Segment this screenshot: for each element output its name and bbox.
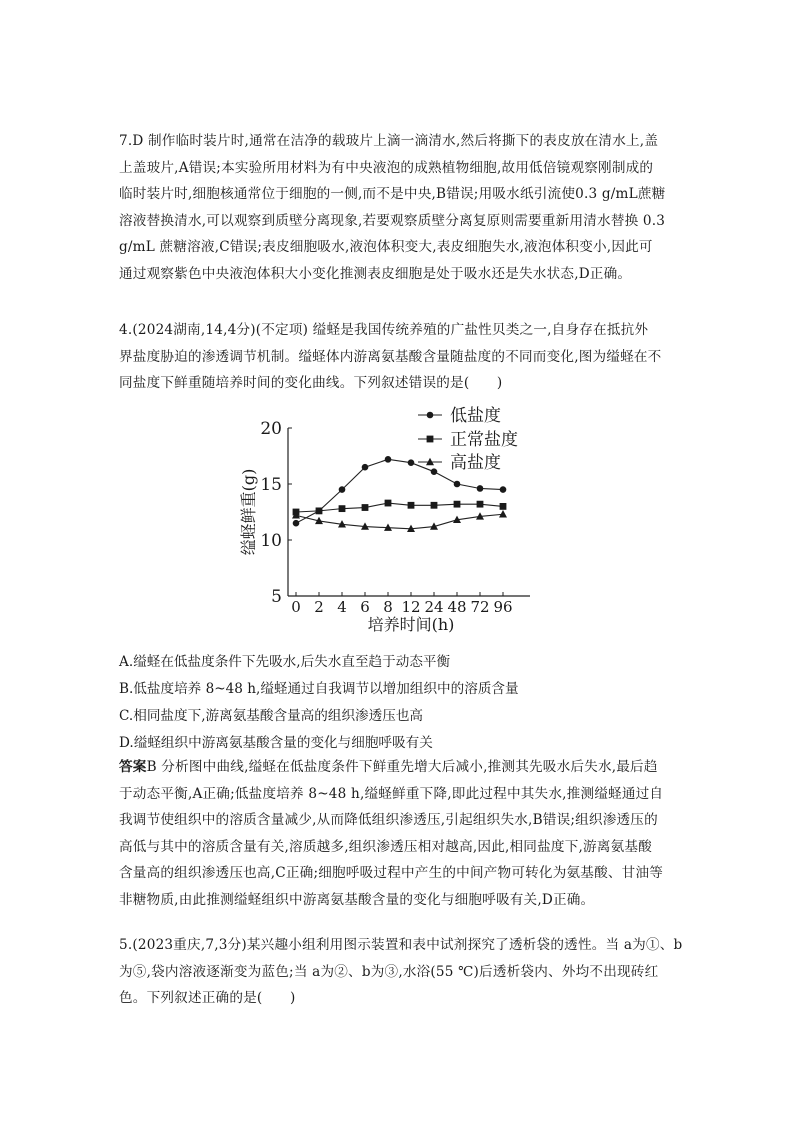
q4-stem-line: 界盐度胁迫的渗透调节机制。缢蛏体内游离氨基酸含量随盐度的不同而变化,图为缢蛏在不 bbox=[119, 348, 662, 365]
answer-line: 含量高的组织渗透压也高,C正确;细胞呼吸过程中产生的中间产物可转化为氨基酸、甘油等 bbox=[119, 865, 664, 881]
option-b: B.低盐度培养 8~48 h,缢蛏通过自我调节以增加组织中的溶质含量 bbox=[119, 681, 519, 697]
q7-line: 溶液替换清水,可以观察到质壁分离现象,若要观察质壁分离复原则需要重新用清水替换 0.3 bbox=[119, 212, 666, 229]
data-point-square bbox=[362, 504, 369, 511]
data-point-square bbox=[316, 507, 323, 514]
q5-stem-line: 色。下列叙述正确的是( ) bbox=[119, 990, 296, 1006]
data-point-circle bbox=[339, 486, 346, 493]
x-tick-label: 48 bbox=[447, 598, 467, 616]
x-tick-label: 24 bbox=[424, 598, 444, 616]
legend-label: 正常盐度 bbox=[450, 430, 518, 450]
y-tick-label: 20 bbox=[260, 419, 282, 439]
q7-line: 通过观察紫色中央液泡体积大小变化推测表皮细胞是处于吸水还是失水状态,D正确。 bbox=[119, 265, 632, 282]
series-line-square bbox=[296, 503, 503, 512]
answer-line: 高低与其中的溶质含量有关,溶质越多,组织渗透压相对越高,因此,相同盐度下,游离氨基酸 bbox=[119, 838, 652, 855]
chart-svg bbox=[230, 398, 570, 643]
data-point-square bbox=[500, 503, 507, 510]
data-point-circle bbox=[431, 468, 438, 475]
legend-marker bbox=[427, 436, 434, 443]
x-tick-label: 12 bbox=[401, 598, 421, 616]
answer-line: 我调节使组织中的溶质含量减少,从而降低组织渗透压,引起组织失水,B错误;组织渗透压的 bbox=[119, 812, 658, 828]
option-d: D.缢蛏组织中游离氨基酸含量的变化与细胞呼吸有关 bbox=[119, 735, 433, 751]
data-point-circle bbox=[385, 456, 392, 463]
q7-line: 7.D 制作临时装片时,通常在洁净的载玻片上滴一滴清水,然后将撕下的表皮放在清水上,盖 bbox=[119, 133, 659, 149]
x-tick-label: 72 bbox=[470, 598, 490, 616]
data-point-circle bbox=[408, 459, 415, 466]
y-tick-label: 15 bbox=[260, 475, 282, 495]
x-tick-label: 96 bbox=[493, 598, 513, 616]
x-tick-label: 8 bbox=[383, 598, 393, 616]
series-line-triangle bbox=[296, 514, 503, 529]
legend-marker bbox=[427, 412, 434, 419]
y-axis-label: 缢蛏鲜重(g) bbox=[239, 468, 258, 556]
q7-explanation bbox=[119, 128, 679, 287]
data-point-circle bbox=[477, 485, 484, 492]
option-c: C.相同盐度下,游离氨基酸含量高的组织渗透压也高 bbox=[119, 708, 424, 724]
legend-label: 高盐度 bbox=[450, 453, 501, 473]
data-point-circle bbox=[500, 486, 507, 493]
answer-line: 非糖物质,由此推测缢蛏组织中游离氨基酸含量的变化与细胞呼吸有关,D正确。 bbox=[119, 891, 595, 908]
answer-label: 答案 bbox=[119, 759, 147, 775]
data-point-square bbox=[431, 502, 438, 509]
q5-stem-line: 为⑤,袋内溶液逐渐变为蓝色;当 a为②、b为③,水浴(55 ℃)后透析袋内、外均不出现砖红 bbox=[119, 963, 659, 980]
salinity-weight-chart bbox=[230, 398, 570, 643]
q7-line: 临时装片时,细胞核通常位于细胞的一侧,而不是中央,B错误;用吸水纸引流使0.3 g/mL蔗糖 bbox=[119, 186, 666, 202]
q4-stem-line: 同盐度下鲜重随培养时间的变化曲线。下列叙述错误的是( ) bbox=[119, 375, 503, 391]
q7-line: 上盖玻片,A错误;本实验所用材料为有中央液泡的成熟植物细胞,故用低倍镜观察刚制成的 bbox=[119, 159, 654, 176]
data-point-circle bbox=[362, 464, 369, 471]
y-tick-label: 10 bbox=[260, 531, 282, 551]
data-point-circle bbox=[454, 481, 461, 488]
x-tick-label: 4 bbox=[337, 598, 347, 616]
q4-stem-line: 4.(2024湖南,14,4分)(不定项) 缢蛏是我国传统养殖的广盐性贝类之一,自身存在抵抗外 bbox=[119, 322, 649, 338]
q5-stem bbox=[119, 932, 683, 1012]
answer-line: 于动态平衡,A正确;低盐度培养 8~48 h,缢蛏鲜重下降,即此过程中其失水,推测缢蛏通过自 bbox=[119, 785, 664, 802]
x-axis-label: 培养时间(h) bbox=[367, 615, 455, 634]
y-tick-label: 5 bbox=[271, 587, 282, 607]
data-point-square bbox=[385, 500, 392, 507]
data-point-square bbox=[477, 501, 484, 508]
answer-line: B 分析图中曲线,缢蛏在低盐度条件下鲜重先增大后减小,推测其先吸水后失水,最后趋 bbox=[146, 759, 658, 775]
legend-label: 低盐度 bbox=[450, 406, 501, 426]
q4-answer bbox=[119, 754, 679, 913]
data-point-square bbox=[454, 501, 461, 508]
q7-line: g/mL 蔗糖溶液,C错误;表皮细胞吸水,液泡体积变大,表皮细胞失水,液泡体积变小,因此可 bbox=[119, 239, 653, 255]
data-point-square bbox=[408, 502, 415, 509]
option-a: A.缢蛏在低盐度条件下先吸水,后失水直至趋于动态平衡 bbox=[119, 654, 451, 670]
x-tick-label: 6 bbox=[360, 598, 370, 616]
x-tick-label: 2 bbox=[314, 598, 324, 616]
q4-stem bbox=[119, 317, 679, 397]
data-point-square bbox=[339, 505, 346, 512]
data-point-triangle bbox=[499, 510, 507, 517]
q5-stem-line: 5.(2023重庆,7,3分)某兴趣小组利用图示装置和表中试剂探究了透析袋的透性。当 a为①、b bbox=[119, 937, 683, 953]
data-point-circle bbox=[293, 520, 300, 527]
x-tick-label: 0 bbox=[291, 598, 301, 616]
